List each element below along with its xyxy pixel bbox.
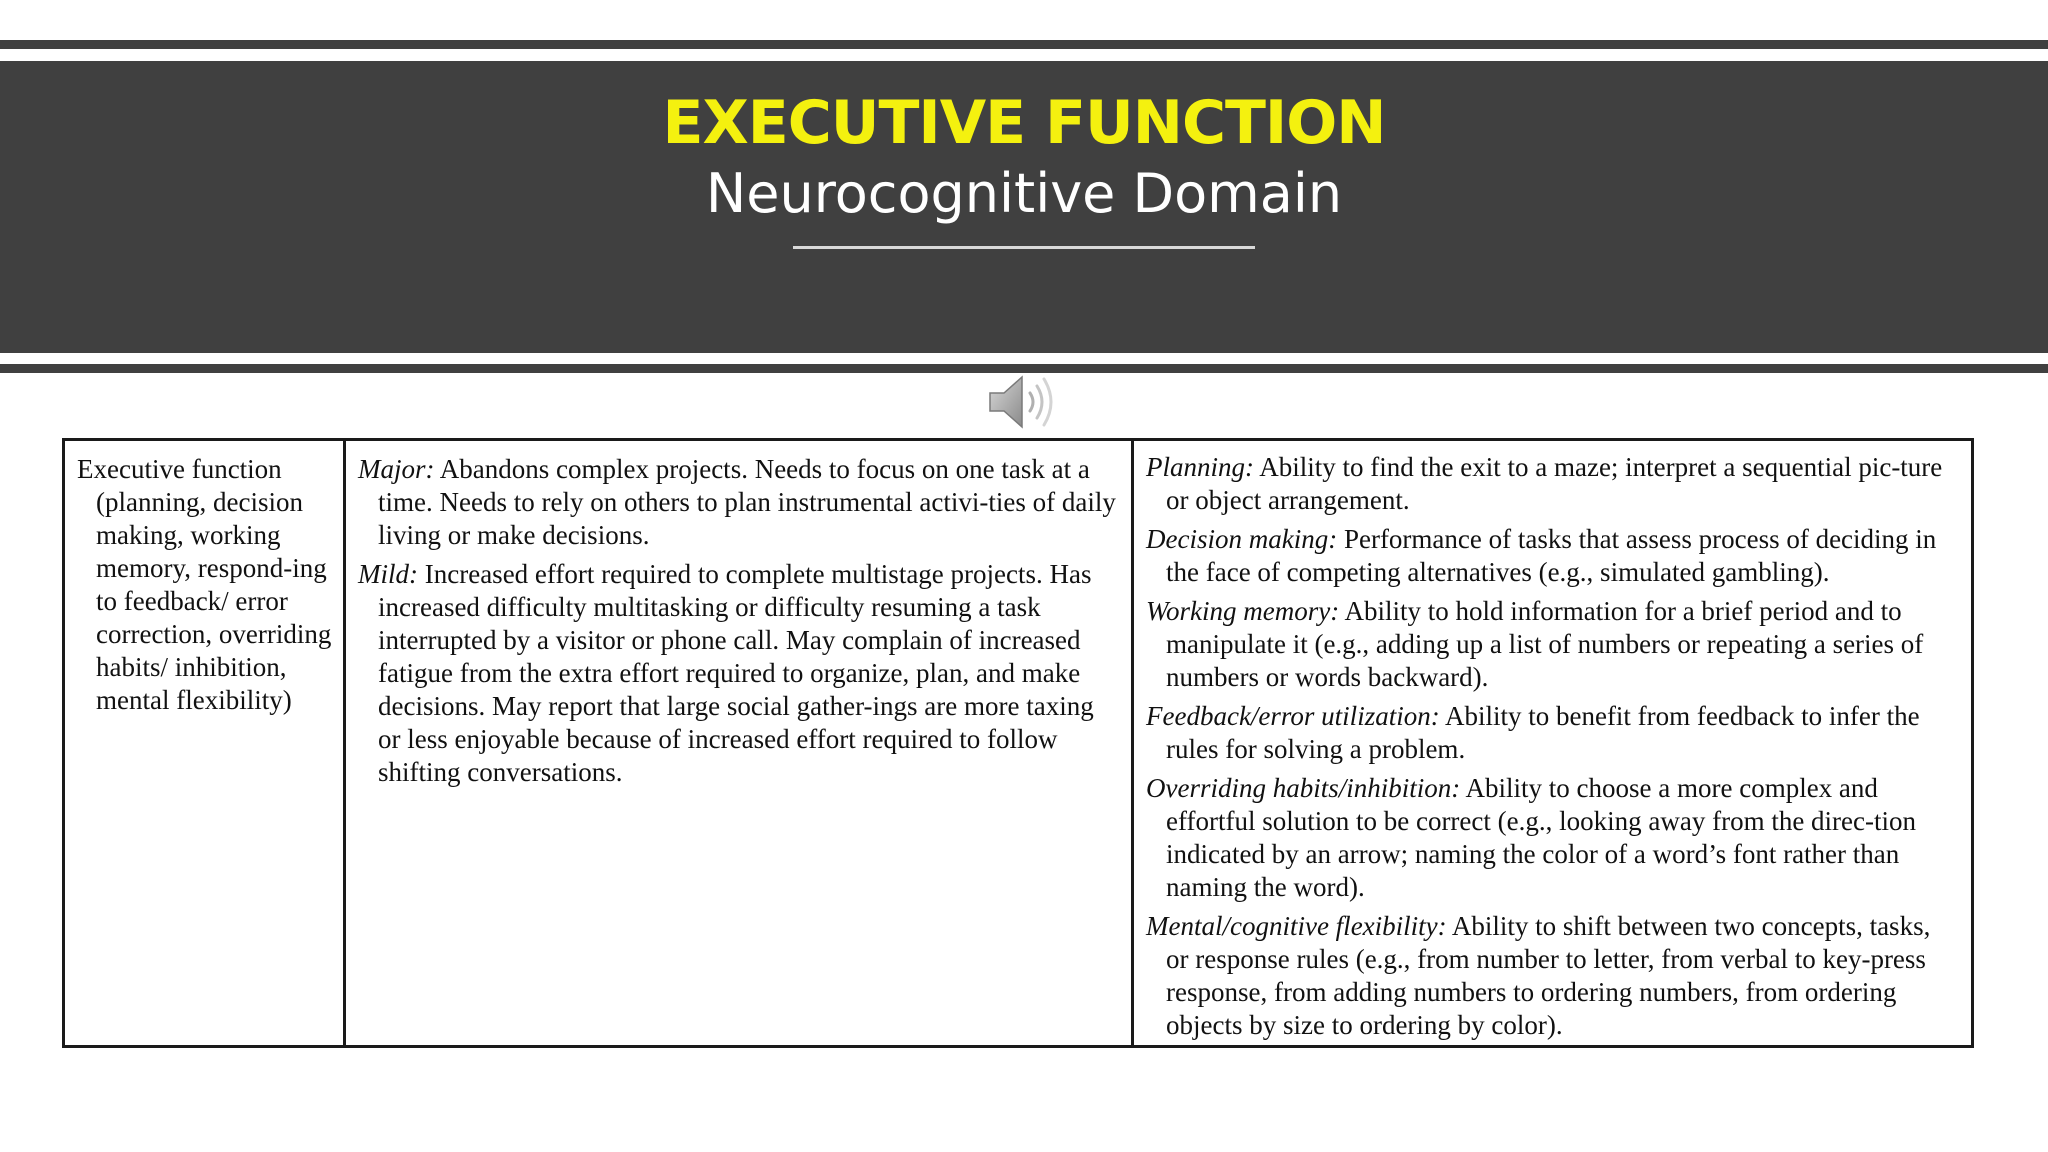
top-rule: [0, 40, 2048, 49]
assessments-cell: [1134, 441, 1971, 1045]
slide-subtitle: Neurocognitive Domain: [705, 162, 1343, 225]
assessment-inhibition: [1146, 772, 1957, 904]
assessment-label: Overriding habits/inhibition:: [1146, 773, 1461, 803]
example-label: Major:: [358, 454, 435, 484]
assessment-flexibility: [1146, 910, 1957, 1042]
assessment-feedback: [1146, 700, 1957, 766]
example-label: Mild:: [358, 559, 418, 589]
assessment-text: Performance of tasks that assess process of deciding in the face of competing alternatives (e.g., simulated gambling).: [1166, 524, 1937, 587]
domain-subdomains: (planning, decision making, working memory, respond-ing to feedback/ error correction, overriding habits/ inhibition, mental flexibility): [96, 487, 332, 715]
assessment-label: Planning:: [1146, 452, 1254, 482]
example-text: Increased effort required to complete multistage projects. Has increased difficulty multitasking or difficulty resuming a task interrupted by a visitor or phone call. May complain of increased fatigue from the extra effort required to organize, plan, and make decisions. May report that large social gather-ings are more taxing or less enjoyable because of increased effort required to follow shifting conversations.: [378, 559, 1094, 787]
example-major: [358, 453, 1119, 552]
assessment-label: Working memory:: [1146, 596, 1340, 626]
examples-cell: [346, 441, 1131, 1045]
subtitle-underline: [793, 246, 1255, 249]
assessment-planning: [1146, 451, 1957, 517]
assessment-decision-making: [1146, 523, 1957, 589]
assessment-text: Ability to hold information for a brief period and to manipulate it (e.g., adding up a list of numbers or repeating a series of numbers or words backward).: [1166, 596, 1924, 692]
assessment-label: Decision making:: [1146, 524, 1338, 554]
assessment-text: Ability to find the exit to a maze; interpret a sequential pic-ture or object arrangement.: [1166, 452, 1943, 515]
example-text: Abandons complex projects. Needs to focus on one task at a time. Needs to rely on others to plan instrumental activi-ties of daily living or make decisions.: [378, 454, 1116, 550]
assessment-label: Feedback/error utilization:: [1146, 701, 1440, 731]
assessment-working-memory: [1146, 595, 1957, 694]
example-mild: [358, 558, 1119, 789]
speaker-icon[interactable]: [986, 371, 1056, 433]
domain-name: Executive function: [77, 454, 282, 484]
domain-cell: [65, 441, 343, 1045]
slide-title: EXECUTIVE FUNCTION: [662, 88, 1386, 158]
assessment-label: Mental/cognitive flexibility:: [1146, 911, 1447, 941]
assessment-text: Ability to choose a more complex and effortful solution to be correct (e.g., looking away from the direc-tion indicated by an arrow; naming the color of a word’s font rather than naming the word).: [1166, 773, 1917, 902]
assessment-text: Ability to benefit from feedback to infer the rules for solving a problem.: [1166, 701, 1920, 764]
criteria-table: [62, 438, 1974, 1048]
assessment-text: Ability to shift between two concepts, tasks, or response rules (e.g., from number to letter, from verbal to key-press response, from adding numbers to ordering numbers, from ordering objects by size to ordering by color).: [1166, 911, 1931, 1040]
